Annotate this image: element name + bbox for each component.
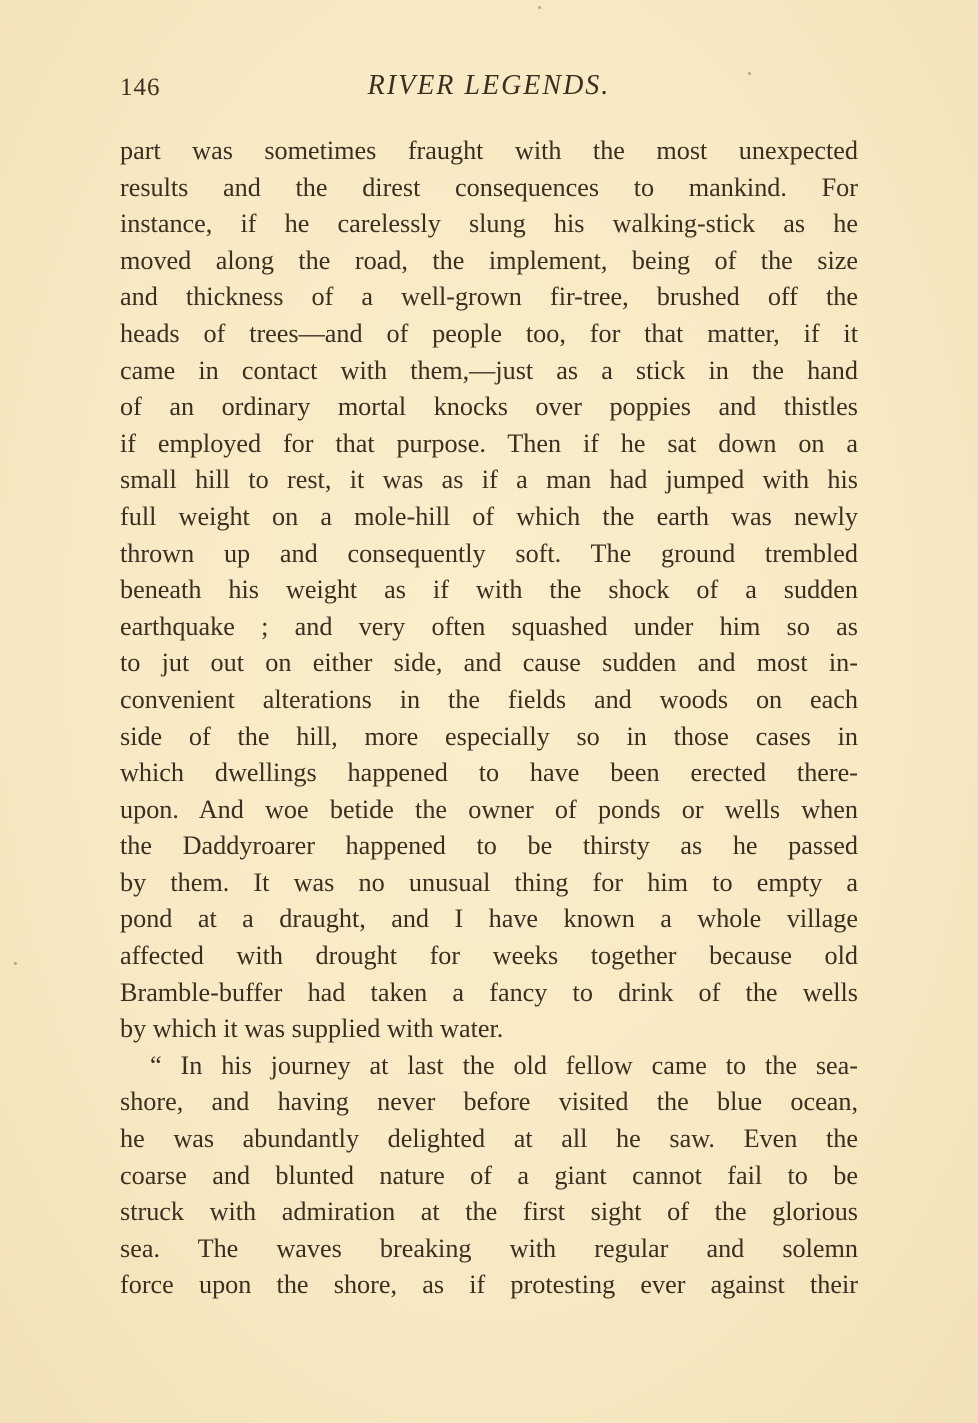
text-line: coarse and blunted nature of a giant cannot fail to be xyxy=(120,1160,858,1190)
text-line: of an ordinary mortal knocks over poppies and thistles xyxy=(120,392,858,422)
text-line: Bramble-buffer had taken a fancy to drink of the wells xyxy=(120,977,858,1007)
text-line: the Daddyroarer happened to be thirsty as he passed xyxy=(120,831,858,861)
text-line: part was sometimes fraught with the most unexpected xyxy=(120,136,858,165)
paragraph xyxy=(120,133,858,1048)
text-line: beneath his weight as if with the shock of a sudden xyxy=(120,575,858,605)
paper-speck xyxy=(14,962,17,965)
body-text xyxy=(120,133,858,1304)
text-line: if employed for that purpose. Then if he sat down on a xyxy=(120,428,858,458)
text-line: upon. And woe betide the owner of ponds or wells when xyxy=(120,794,858,824)
text-line: and thickness of a well-grown fir-tree, brushed off the xyxy=(120,282,858,312)
text-line: struck with admiration at the first sight of the glorious xyxy=(120,1197,858,1227)
text-line: results and the direst consequences to mankind. For xyxy=(120,172,858,202)
paragraph xyxy=(120,1048,858,1304)
text-line: by them. It was no unusual thing for him to empty a xyxy=(120,867,858,897)
text-line: force upon the shore, as if protesting ever against their xyxy=(120,1270,858,1300)
text-line: small hill to rest, it was as if a man had jumped with his xyxy=(120,465,858,495)
text-line: by which it was supplied with water. xyxy=(120,1014,504,1044)
text-line: side of the hill, more especially so in those cases in xyxy=(120,721,858,751)
text-line: affected with drought for weeks together because old xyxy=(120,941,858,971)
text-line: he was abundantly delighted at all he saw. Even the xyxy=(120,1124,858,1154)
text-line: convenient alterations in the fields and woods on each xyxy=(120,684,858,714)
page-header xyxy=(120,70,858,110)
running-title: RIVER LEGENDS. xyxy=(367,70,611,101)
text-line: moved along the road, the implement, being of the size xyxy=(120,245,858,275)
text-line: pond at a draught, and I have known a whole village xyxy=(120,904,858,934)
text-line: thrown up and consequently soft. The ground trembled xyxy=(120,538,858,568)
page-number: 146 xyxy=(120,74,161,101)
text-line: earthquake ; and very often squashed under him so as xyxy=(120,611,858,641)
text-line: “ In his journey at last the old fellow came to the sea- xyxy=(150,1050,858,1080)
text-line: instance, if he carelessly slung his walking-stick as he xyxy=(120,209,858,239)
text-line: sea. The waves breaking with regular and solemn xyxy=(120,1233,858,1263)
paper-speck xyxy=(748,72,751,75)
text-line: shore, and having never before visited the blue ocean, xyxy=(120,1087,858,1117)
text-line: which dwellings happened to have been erected there- xyxy=(120,758,858,788)
text-line: heads of trees—and of people too, for that matter, if it xyxy=(120,318,858,348)
paper-speck xyxy=(538,6,541,9)
text-line: to jut out on either side, and cause sudden and most in- xyxy=(120,648,858,678)
text-line: full weight on a mole-hill of which the earth was newly xyxy=(120,501,858,531)
text-line: came in contact with them,—just as a stick in the hand xyxy=(120,355,858,385)
